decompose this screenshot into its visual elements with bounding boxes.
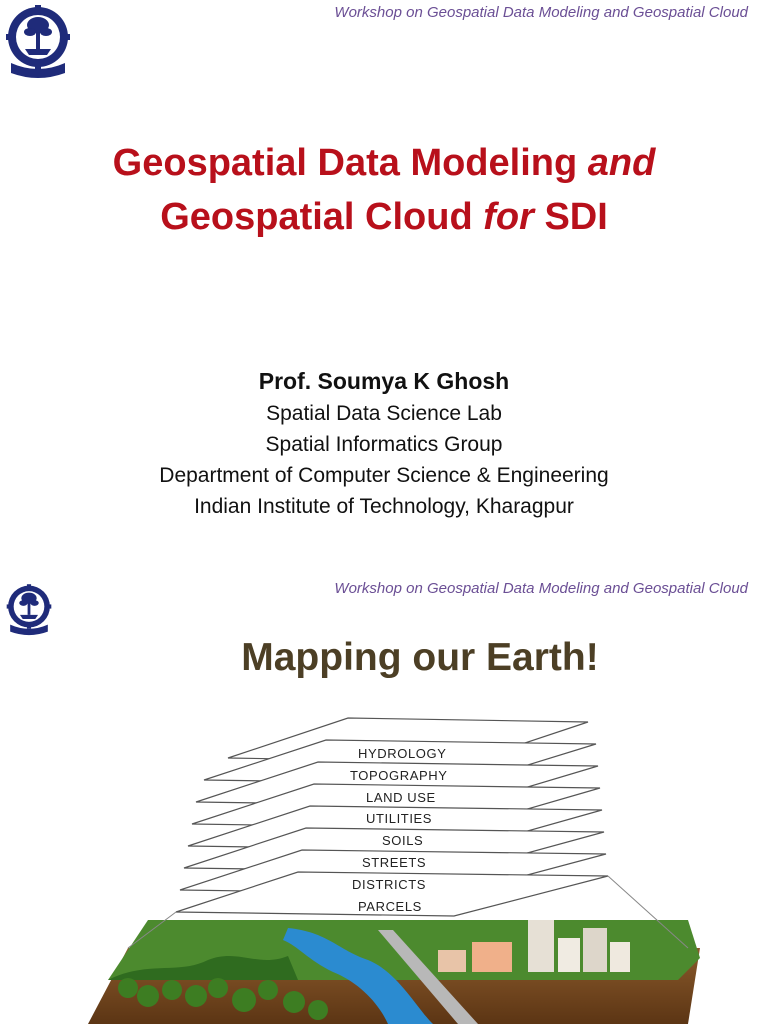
institute-logo-icon xyxy=(6,584,52,636)
layer-label-utilities: UTILITIES xyxy=(366,811,433,826)
layered-gis-illustration-icon xyxy=(88,710,700,1024)
terrain-base xyxy=(88,920,700,1024)
layer-label-land-use: LAND USE xyxy=(366,790,436,805)
layer-label-hydrology: HYDROLOGY xyxy=(358,746,447,761)
workshop-header: Workshop on Geospatial Data Modeling and Geospatial Cloud xyxy=(334,4,748,21)
affiliation-lab: Spatial Data Science Lab xyxy=(266,402,502,425)
title-line-1: Geospatial Data Modeling and xyxy=(112,142,656,184)
affiliation-institute: Indian Institute of Technology, Kharagpur xyxy=(194,495,574,518)
title-line-2: Geospatial Cloud for SDI xyxy=(160,196,608,238)
slide-title: Mapping our Earth! xyxy=(241,636,599,679)
institute-logo-icon xyxy=(5,5,71,79)
author-block xyxy=(0,364,768,522)
affiliation-group: Spatial Informatics Group xyxy=(265,433,503,456)
layer-label-streets: STREETS xyxy=(362,855,427,870)
author-name: Prof. Soumya K Ghosh xyxy=(258,368,510,394)
slide-title xyxy=(0,136,768,244)
layer-label-topography: TOPOGRAPHY xyxy=(350,768,448,783)
layer-label-soils: SOILS xyxy=(382,833,424,848)
layer-label-parcels: PARCELS xyxy=(358,899,422,914)
mapping-slide xyxy=(0,560,768,1024)
affiliation-department: Department of Computer Science & Engineering xyxy=(159,464,609,487)
layer-label-districts: DISTRICTS xyxy=(352,877,427,892)
workshop-header: Workshop on Geospatial Data Modeling and Geospatial Cloud xyxy=(334,580,748,597)
